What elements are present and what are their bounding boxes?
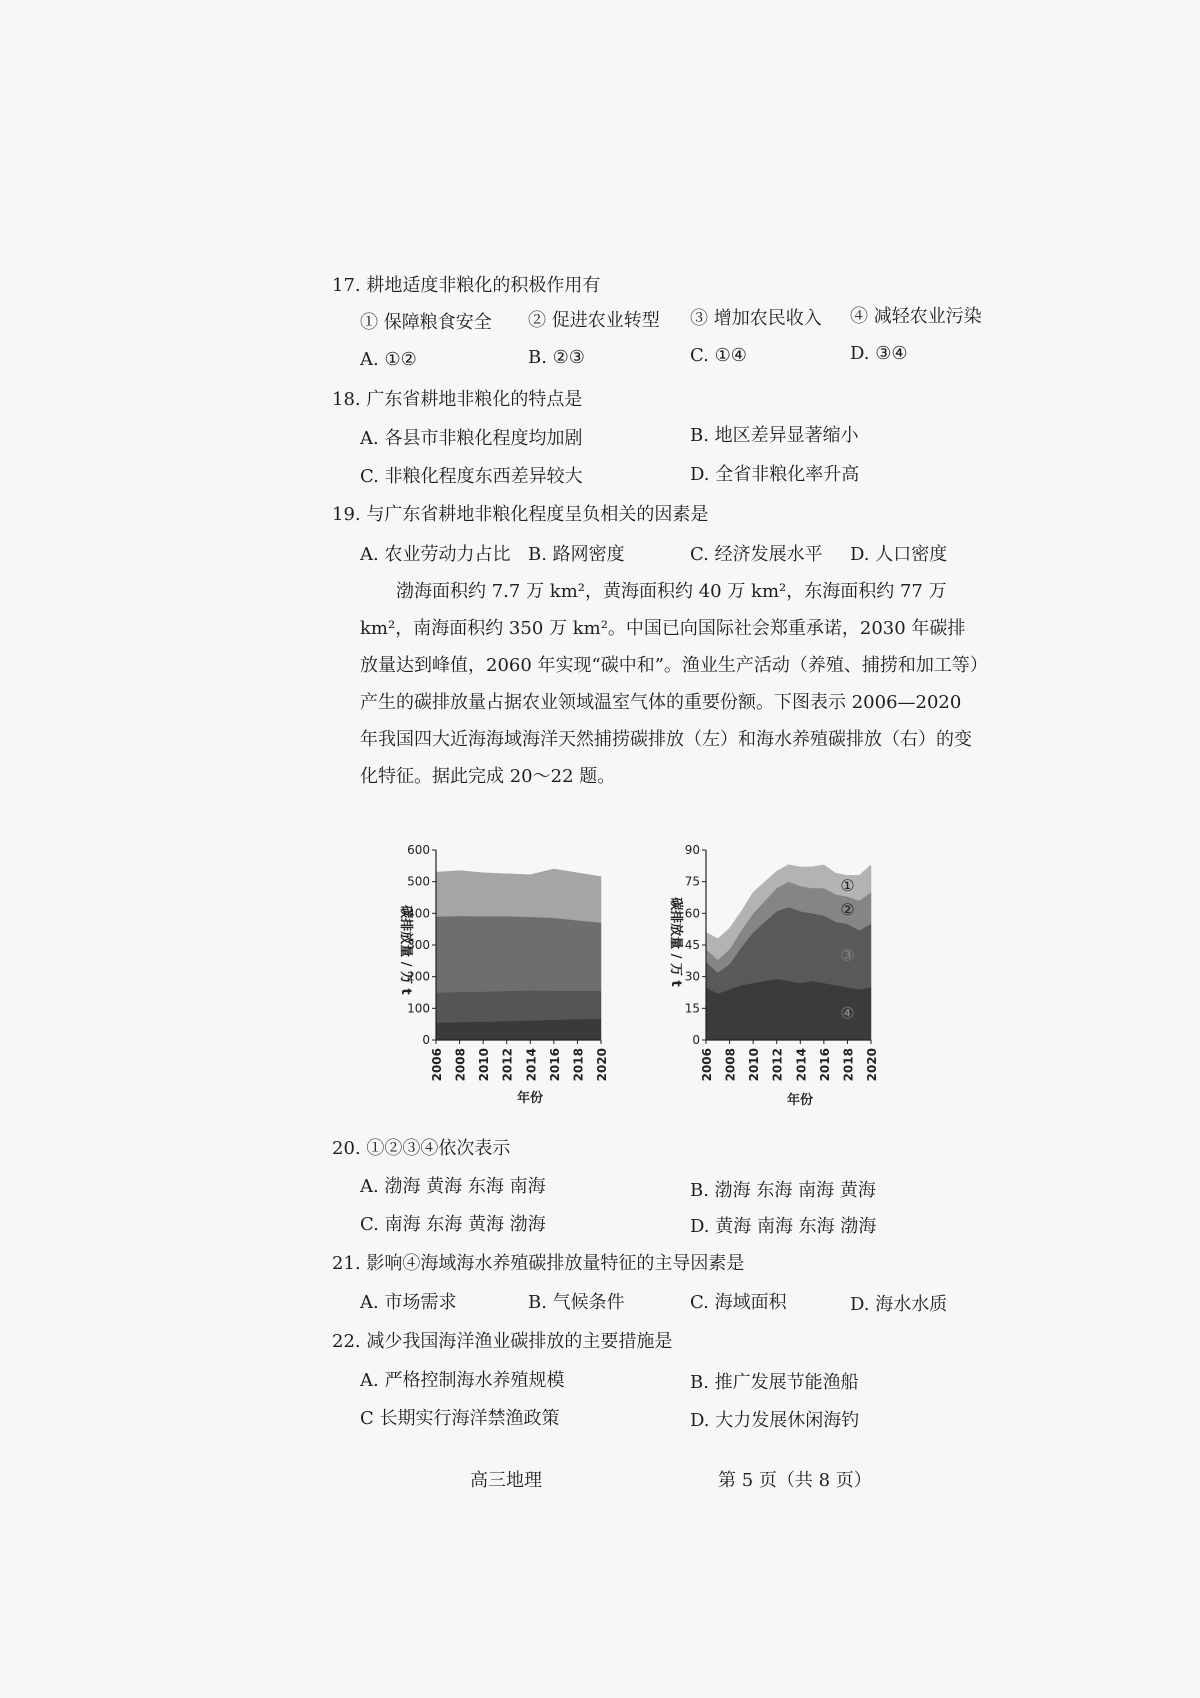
- right-chart-x-tick-label: 2008: [723, 1048, 738, 1082]
- q22-option-c: C 长期实行海洋禁渔政策: [360, 1408, 560, 1429]
- left-chart-x-tick-label: 2010: [477, 1048, 492, 1082]
- left-chart-y-tick-label: 400: [407, 906, 430, 921]
- left-chart-y-tick-label: 600: [407, 843, 430, 857]
- q21-stem: 21. 影响④海域海水养殖碳排放量特征的主导因素是: [332, 1253, 745, 1274]
- left-chart-x-tick-label: 2006: [430, 1048, 444, 1082]
- q17-item-4: ④ 减轻农业污染: [850, 306, 982, 327]
- footer-page-number: 第 5 页（共 8 页）: [718, 1470, 872, 1491]
- right-chart-ylabel: 碳排放量 / 万 t: [668, 897, 683, 987]
- left-chart-ylabel: 碳排放量 / 万 t: [398, 905, 413, 995]
- right-chart-x-tick-label: 2018: [841, 1048, 856, 1082]
- left-chart-x-tick-label: 2020: [595, 1048, 609, 1082]
- left-chart-x-tick-label: 2018: [571, 1048, 586, 1082]
- q18-option-c: C. 非粮化程度东西差异较大: [360, 466, 583, 487]
- q17-option-b: B. ②③: [528, 347, 585, 368]
- right-chart-x-tick-label: 2012: [770, 1048, 785, 1082]
- q20-option-b: B. 渤海 东海 南海 黄海: [690, 1180, 876, 1201]
- left-chart-y-tick-label: 500: [407, 874, 430, 889]
- q17-stem: 17. 耕地适度非粮化的积极作用有: [332, 275, 601, 296]
- left-chart-area-series-2: [436, 990, 601, 1022]
- right-chart-x-tick-label: 2014: [794, 1048, 809, 1082]
- right-chart-series-label-4: ①: [840, 875, 855, 895]
- left-chart-x-tick-label: 2014: [524, 1048, 539, 1082]
- right-chart-x-tick-label: 2016: [817, 1048, 832, 1082]
- q22-stem: 22. 减少我国海洋渔业碳排放的主要措施是: [332, 1331, 673, 1352]
- right-chart-y-tick-label: 60: [684, 906, 700, 921]
- q20-option-c: C. 南海 东海 黄海 渤海: [360, 1214, 546, 1235]
- right-chart-y-tick-label: 15: [684, 1001, 700, 1016]
- q17-option-d: D. ③④: [850, 343, 908, 364]
- left-chart-x-tick-label: 2008: [453, 1048, 468, 1082]
- left-chart-xlabel: 年份: [516, 1091, 544, 1106]
- q17-option-a: A. ①②: [360, 349, 417, 370]
- right-chart-xlabel: 年份: [786, 1093, 814, 1108]
- left-chart-x-tick-label: 2016: [547, 1048, 562, 1082]
- q21-option-d: D. 海水水质: [850, 1294, 948, 1315]
- right-chart-y-tick-label: 30: [684, 969, 700, 984]
- q17-option-c: C. ①④: [690, 345, 747, 366]
- q21-option-b: B. 气候条件: [528, 1292, 625, 1313]
- q17-item-3: ③ 增加农民收入: [690, 308, 822, 329]
- q22-option-b: B. 推广发展节能渔船: [690, 1372, 859, 1393]
- q19-option-b: B. 路网密度: [528, 544, 625, 565]
- q22-option-d: D. 大力发展休闲海钓: [690, 1410, 860, 1431]
- right-area-chart: [650, 792, 920, 1110]
- right-chart-y-tick-label: 90: [684, 843, 700, 857]
- footer-subject: 高三地理: [470, 1470, 542, 1491]
- q20-option-a: A. 渤海 黄海 东海 南海: [360, 1176, 546, 1197]
- right-chart-series-label-3: ②: [840, 900, 855, 920]
- right-chart-series-label-2: ③: [840, 945, 855, 965]
- left-area-chart: [380, 800, 650, 1110]
- q19-option-c: C. 经济发展水平: [690, 544, 823, 565]
- left-chart-x-tick-label: 2012: [500, 1048, 515, 1082]
- q19-stem: 19. 与广东省耕地非粮化程度呈负相关的因素是: [332, 504, 709, 525]
- q19-option-d: D. 人口密度: [850, 544, 948, 565]
- q22-option-a: A. 严格控制海水养殖规模: [360, 1370, 565, 1391]
- right-chart-x-tick-label: 2006: [700, 1048, 714, 1082]
- q19-option-a: A. 农业劳动力占比: [360, 544, 511, 565]
- right-chart-y-tick-label: 45: [684, 938, 700, 952]
- q18-stem: 18. 广东省耕地非粮化的特点是: [332, 389, 583, 410]
- q21-option-c: C. 海域面积: [690, 1292, 787, 1313]
- left-chart-y-tick-label: 200: [407, 969, 430, 984]
- right-chart-x-tick-label: 2020: [865, 1048, 879, 1082]
- left-chart-y-tick-label: 0: [422, 1033, 430, 1047]
- left-chart-area-series-4: [436, 869, 601, 923]
- left-chart-y-tick-label: 100: [407, 1001, 430, 1016]
- q20-option-d: D. 黄海 南海 东海 渤海: [690, 1216, 877, 1237]
- q21-option-a: A. 市场需求: [360, 1292, 457, 1313]
- right-chart-y-tick-label: 0: [692, 1033, 700, 1047]
- left-chart-y-tick-label: 300: [407, 938, 430, 952]
- q17-item-2: ② 促进农业转型: [528, 310, 660, 331]
- q18-option-a: A. 各县市非粮化程度均加剧: [360, 428, 583, 449]
- q20-stem: 20. ①②③④依次表示: [332, 1138, 511, 1159]
- q17-item-1: ① 保障粮食安全: [360, 312, 492, 333]
- right-chart-series-label-1: ④: [840, 1003, 855, 1023]
- left-chart-area-series-3: [436, 916, 601, 993]
- q18-option-d: D. 全省非粮化率升高: [690, 464, 860, 485]
- right-chart-y-tick-label: 75: [684, 874, 700, 889]
- right-chart-x-tick-label: 2010: [747, 1048, 762, 1082]
- q18-option-b: B. 地区差异显著缩小: [690, 425, 859, 446]
- material-paragraph: 渤海面积约 7.7 万 km²，黄海面积约 40 万 km²，东海面积约 77 万 km²，南海面积约 350 万 km²。中国已向国际社会郑重承诺，2030 年碳排放量达到峰值，2060 年实现“碳中和”。渔业生产活动（养殖、捕捞和加工等）产生的碳排放量占据农业领域温室气体的重要份额。下图表示 2006—2020 年我国四大近海海域海洋天然捕捞碳排放（左）和海水养殖碳排放（右）的变化特征。据此完成 20～22 题。: [360, 581, 979, 787]
